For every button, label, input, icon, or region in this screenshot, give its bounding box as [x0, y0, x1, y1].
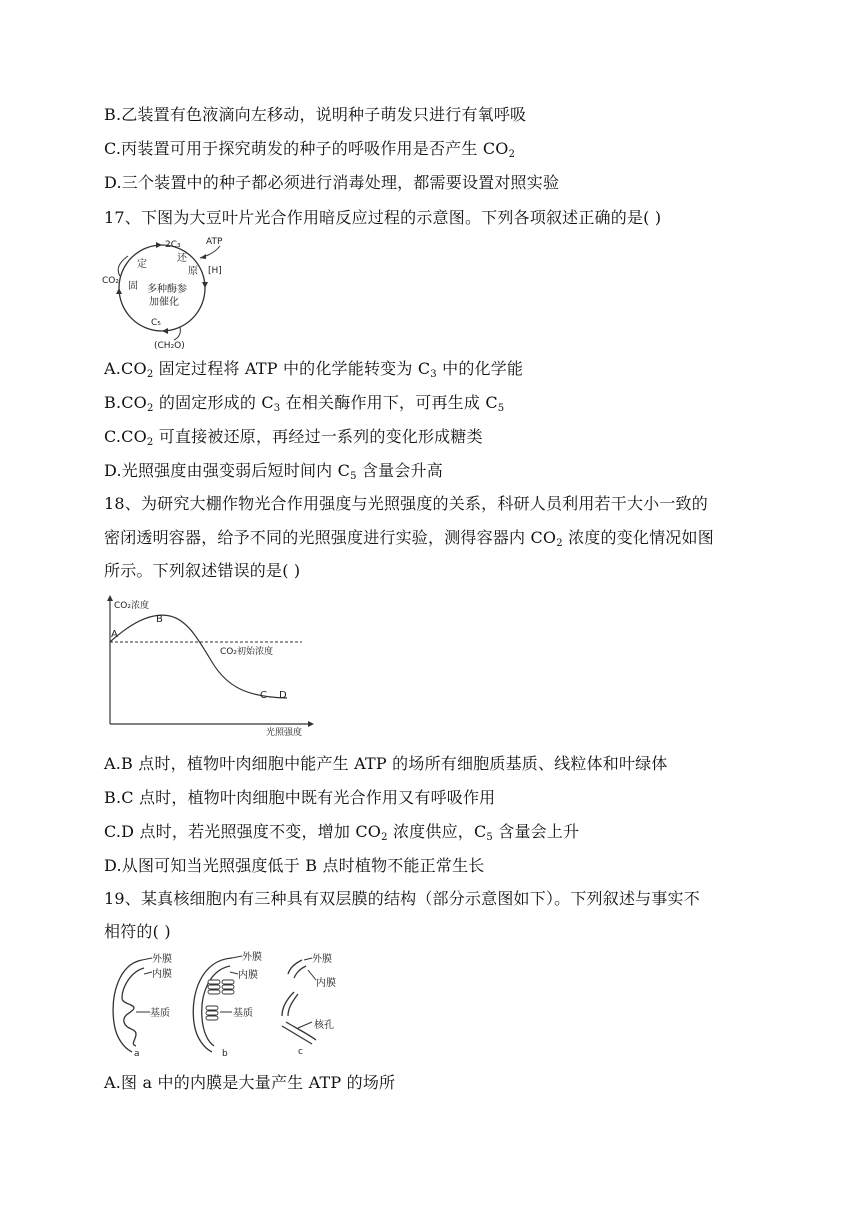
option-16b: B.乙装置有色液滴向左移动，说明种子萌发只进行有氧呼吸	[104, 105, 527, 124]
svg-text:外膜: 外膜	[152, 954, 172, 965]
option-18b: B.C 点时，植物叶肉细胞中既有光合作用又有呼吸作用	[104, 788, 496, 807]
option-17a: $A.CO_2$ 固定过程将 ATP 中的化学能转变为 $C_3$ 中的化学能	[104, 359, 524, 380]
structure-a	[113, 960, 144, 1052]
svg-text:内膜: 内膜	[238, 970, 258, 981]
option-18c: C.D 点时，若光照强度不变，增加 $CO_2$ 浓度供应，$C_5$ 含量会上升	[104, 822, 580, 843]
svg-text:核孔: 核孔	[314, 1020, 334, 1031]
x-axis-label: 光照强度	[266, 728, 303, 738]
option-16d: D.三个装置中的种子都必须进行消毒处理，都需要设置对照实验	[104, 173, 560, 192]
label-h: [H]	[208, 266, 222, 276]
y-axis-label: CO₂浓度	[114, 601, 149, 611]
option-17d: D.光照强度由强变弱后短时间内 $C_5$ 含量会升高	[104, 461, 443, 482]
svg-text:固: 固	[128, 281, 138, 292]
option-18a: A.B 点时，植物叶肉细胞中能产生 ATP 的场所有细胞质基质、线粒体和叶绿体	[104, 754, 668, 773]
point-c: C	[260, 690, 267, 701]
point-d: D	[279, 690, 287, 701]
svg-text:还: 还	[177, 253, 187, 264]
svg-text:多种酶参: 多种酶参	[147, 284, 187, 295]
question-18-line2: 密闭透明容器，给予不同的光照强度进行实验，测得容器内 $CO_2$ 浓度的变化情况如图	[104, 528, 714, 549]
svg-text:加催化: 加催化	[149, 297, 179, 308]
label-c: c	[298, 1047, 303, 1057]
question-18-line3: 所示。下列叙述错误的是( )	[104, 561, 301, 580]
question-19-line2: 相符的( )	[104, 922, 171, 941]
double-membrane-structures	[102, 948, 352, 1060]
initial-concentration-label: CO₂初始浓度	[220, 647, 273, 657]
option-19a: A.图 a 中的内膜是大量产生 ATP 的场所	[104, 1073, 396, 1092]
point-b: B	[156, 614, 163, 625]
label-c5: C₅	[151, 318, 161, 328]
label-atp: ATP	[206, 237, 223, 247]
dark-reaction-diagram	[102, 232, 242, 354]
label-ch2o: (CH₂O)	[154, 341, 185, 351]
svg-text:基质: 基质	[150, 1008, 170, 1019]
label-2c3: 2C₃	[165, 240, 181, 250]
co2-light-graph	[102, 592, 317, 740]
label-a: a	[134, 1049, 140, 1059]
structure-b	[193, 958, 232, 1052]
option-17b: $B.CO_2$ 的固定形成的 $C_3$ 在相关酶作用下，可再生成 $C_5$	[104, 393, 505, 414]
svg-text:原: 原	[188, 266, 198, 277]
question-17: 17、下图为大豆叶片光合作用暗反应过程的示意图。下列各项叙述正确的是( )	[104, 208, 662, 227]
svg-text:基质: 基质	[233, 1008, 253, 1019]
structure-c	[282, 960, 316, 1044]
grana	[206, 980, 234, 1020]
question-19-line1: 19、某真核细胞内有三种具有双层膜的结构（部分示意图如下）。下列叙述与事实不	[104, 889, 700, 908]
svg-text:定: 定	[137, 259, 147, 270]
option-18d: D.从图可知当光照强度低于 B 点时植物不能正常生长	[104, 856, 485, 875]
svg-text:外膜: 外膜	[312, 954, 332, 965]
point-a: A	[111, 629, 118, 640]
svg-text:内膜: 内膜	[152, 969, 172, 980]
option-16c: C.丙装置可用于探究萌发的种子的呼吸作用是否产生 $CO_2$	[104, 139, 516, 160]
label-co2: CO₂	[102, 276, 119, 286]
svg-text:外膜: 外膜	[242, 952, 262, 963]
svg-text:内膜: 内膜	[316, 978, 336, 989]
question-18-line1: 18、为研究大棚作物光合作用强度与光照强度的关系，科研人员利用若干大小一致的	[104, 494, 708, 513]
label-b: b	[222, 1049, 228, 1059]
option-17c: $C.CO_2$ 可直接被还原，再经过一系列的变化形成糖类	[104, 427, 483, 448]
